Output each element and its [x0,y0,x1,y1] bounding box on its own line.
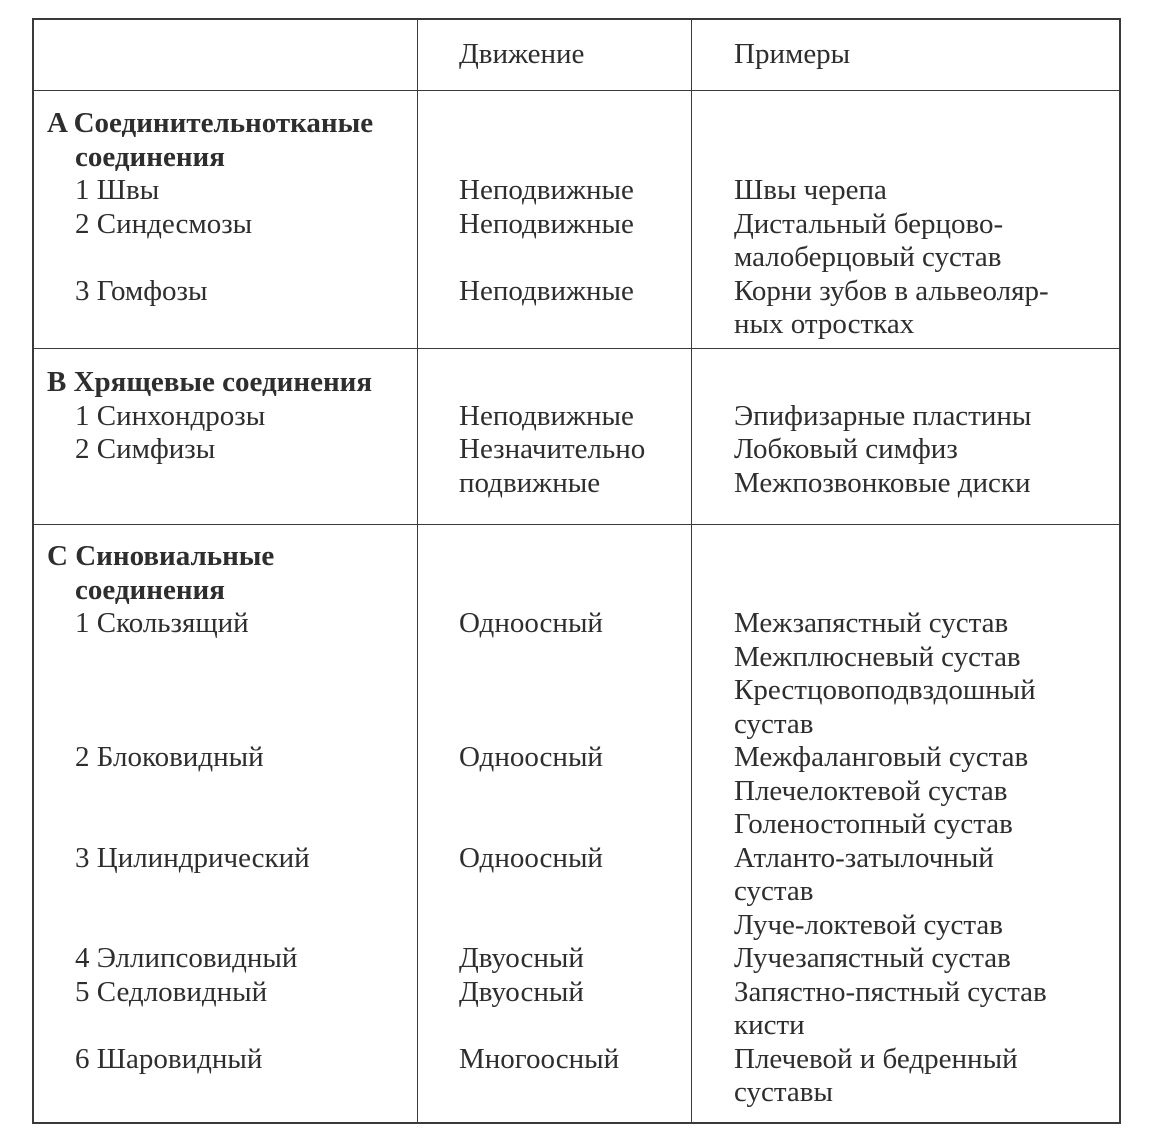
movement-value: Неподвижные [459,399,634,432]
section-c-names [34,525,418,1122]
example-value: Луче-локтевой сустав [734,908,1004,941]
section-b-movement [418,349,692,525]
movement-value: Незначительно [459,433,646,465]
header-movement-cell [418,20,692,91]
section-c-title-cont: соединения [75,573,225,606]
example-value: Межфаланговый сустав [734,741,1029,773]
section-a-names [34,91,418,349]
row-name: 2 Блоковидный [75,741,264,773]
example-value: Атланто-затылочный [734,841,994,874]
header-examples-cell [692,20,1119,91]
example-value: Голеностопный сустав [734,808,1013,840]
example-value: Запястно-пястный сустав [734,975,1047,1008]
header-movement: Движение [459,38,585,71]
movement-value: Неподвижные [459,174,634,206]
row-name: 4 Эллипсовидный [75,942,298,974]
example-value: малоберцовый сустав [734,241,1002,273]
movement-value: Одноосный [459,607,603,639]
section-b-names [34,349,418,525]
movement-value: подвижные [459,466,601,499]
movement-value: Двуосный [459,975,584,1008]
example-value: Лобковый симфиз [734,433,958,465]
section-c-movement [418,525,692,1122]
example-value: Корни зубов в альвеоляр- [734,274,1049,307]
example-value: суставы [734,1076,833,1108]
section-b-title: B Хрящевые соединения [47,366,373,398]
movement-value: Многоосный [459,1042,620,1075]
example-value: ных отростках [734,308,915,340]
row-name: 6 Шаровидный [75,1042,263,1075]
example-value: кисти [734,1009,805,1041]
row-name: 2 Симфизы [75,433,216,465]
example-value: Плечелоктевой сустав [734,774,1008,807]
movement-value: Двуосный [459,942,584,974]
row-name: 2 Синдесмозы [75,207,253,240]
row-name: 3 Цилиндрический [75,841,310,874]
section-a-title-cont: соединения [75,140,225,173]
example-value: сустав [734,875,814,907]
section-c-examples [692,525,1119,1122]
example-value: Лучезапястный сустав [734,942,1011,974]
section-a-movement [418,91,692,349]
section-a-title: A Соединительнотканые [47,107,374,139]
movement-value: Неподвижные [459,274,634,307]
section-c-title: C Синовиальные [47,540,275,572]
example-value: сустав [734,707,814,740]
section-a-examples [692,91,1119,349]
row-name: 1 Синхондрозы [75,399,266,432]
movement-value: Одноосный [459,841,603,874]
example-value: Швы черепа [734,174,887,206]
row-name: 1 Швы [75,174,160,206]
example-value: Дистальный берцово- [734,207,1004,240]
row-name: 1 Скользящий [75,607,249,639]
movement-value: Неподвижные [459,207,634,240]
example-value: Межплюсневый сустав [734,640,1021,673]
section-b-examples [692,349,1119,525]
row-name: 5 Седловидный [75,975,268,1008]
example-value: Межзапястный сустав [734,607,1009,639]
movement-value: Одноосный [459,741,603,773]
row-name: 3 Гомфозы [75,274,208,307]
example-value: Крестцовоподвздошный [734,674,1036,706]
example-value: Межпозвонковые диски [734,466,1031,499]
example-value: Плечевой и бедренный [734,1042,1018,1075]
joints-table [32,18,1121,1124]
header-empty-cell [34,20,418,91]
example-value: Эпифизарные пластины [734,399,1032,432]
header-examples: Примеры [734,38,851,71]
